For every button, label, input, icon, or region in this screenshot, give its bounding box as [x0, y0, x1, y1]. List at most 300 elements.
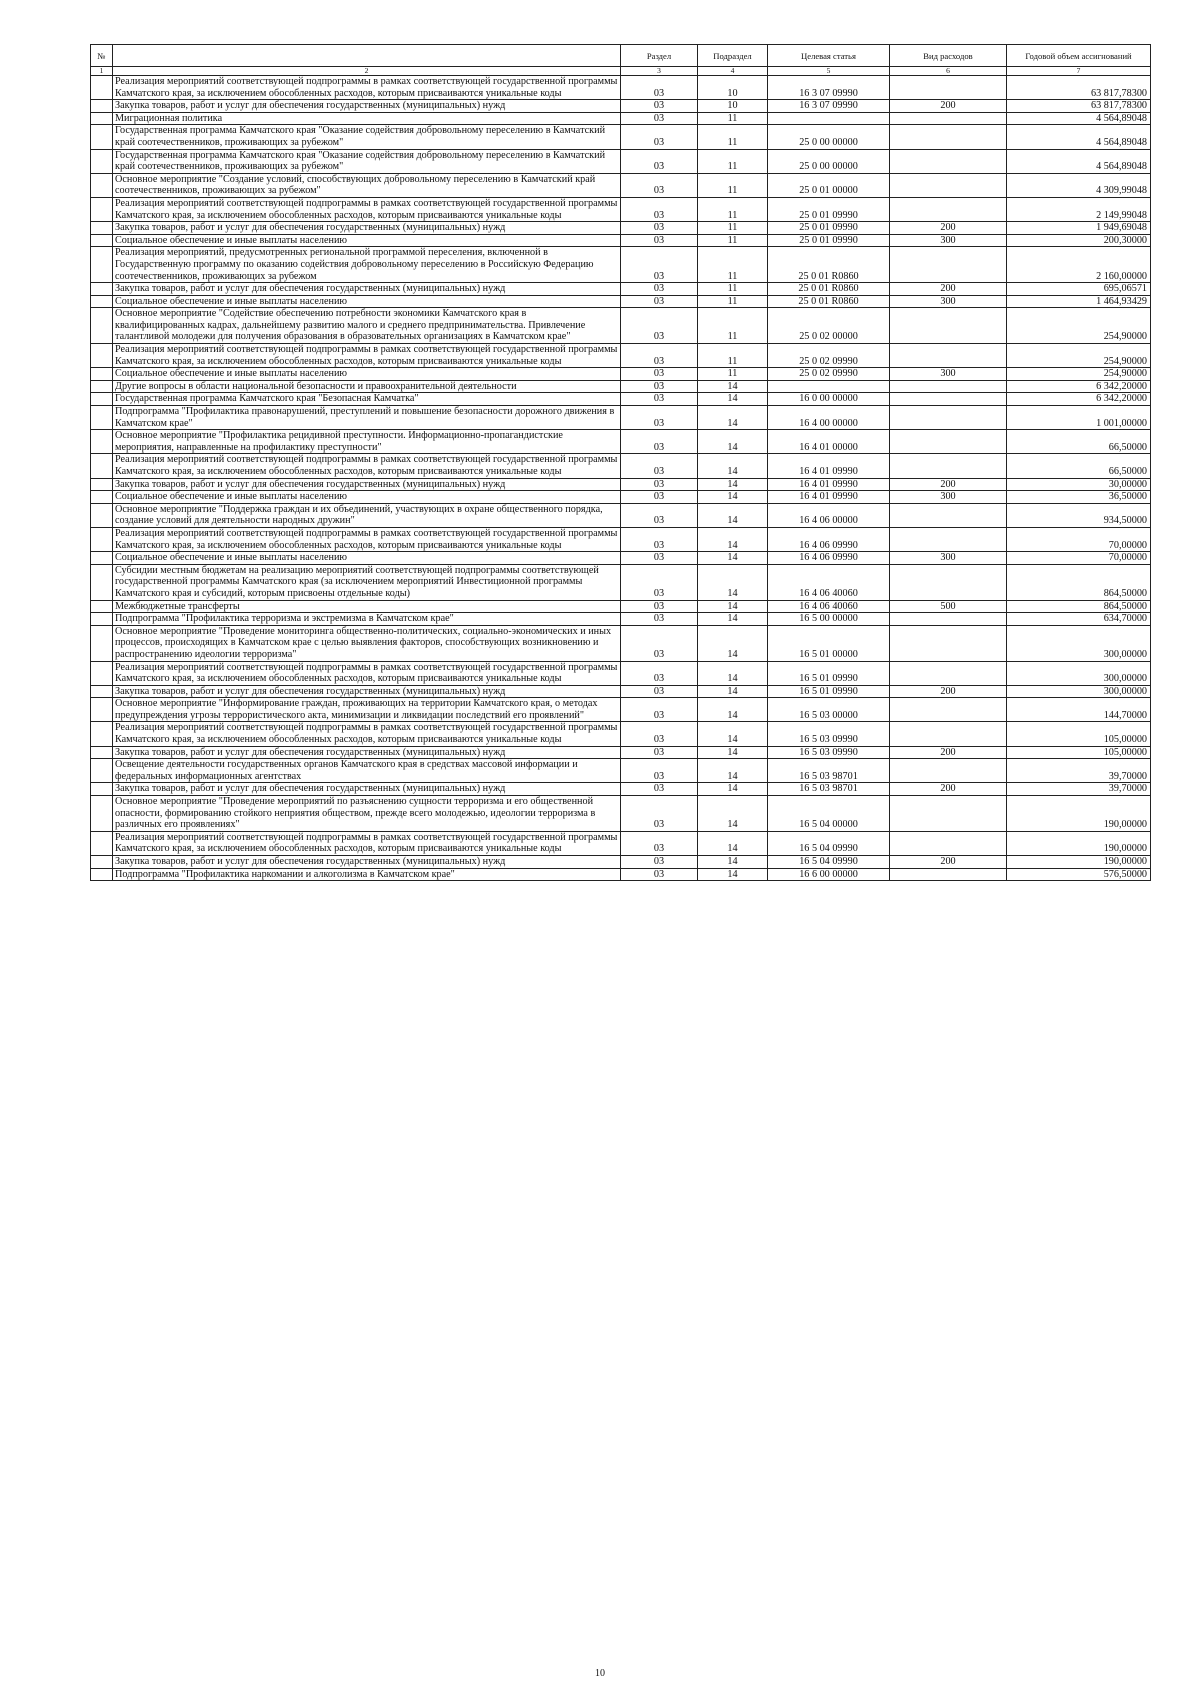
row-vid-cell: [890, 722, 1007, 746]
table-row: [91, 234, 1151, 247]
row-name-cell: Реализация мероприятий соответствующей подпрограммы в рамках соответствующей государственной программы Камчатского края, за исключением обособленных расходов, которым присваиваются уникальные коды: [113, 197, 621, 221]
row-number-cell: [91, 661, 113, 685]
row-podrazdel-cell: 14: [698, 759, 768, 783]
table-row: [91, 796, 1151, 832]
row-number-cell: [91, 173, 113, 197]
row-amount-cell: 634,70000: [1007, 613, 1151, 626]
header-name: [113, 45, 621, 67]
row-name-cell: Миграционная политика: [113, 112, 621, 125]
row-number-cell: [91, 698, 113, 722]
row-amount-cell: 70,00000: [1007, 552, 1151, 565]
row-target-cell: 16 5 01 09990: [768, 685, 890, 698]
row-amount-cell: 4 564,89048: [1007, 149, 1151, 173]
row-razdel-cell: 03: [621, 380, 698, 393]
row-amount-cell: 6 342,20000: [1007, 393, 1151, 406]
row-amount-cell: 300,00000: [1007, 625, 1151, 661]
row-name-cell: Межбюджетные трансферты: [113, 600, 621, 613]
row-amount-cell: 864,50000: [1007, 564, 1151, 600]
row-podrazdel-cell: 11: [698, 295, 768, 308]
row-amount-cell: 254,90000: [1007, 368, 1151, 381]
row-razdel-cell: 03: [621, 796, 698, 832]
row-razdel-cell: 03: [621, 125, 698, 149]
row-name-cell: Основное мероприятие "Поддержка граждан и их объединений, участвующих в охране общественного порядка, создание условий для деятельности народных дружин": [113, 503, 621, 527]
row-vid-cell: 300: [890, 491, 1007, 504]
row-amount-cell: 4 564,89048: [1007, 112, 1151, 125]
row-razdel-cell: 03: [621, 76, 698, 100]
row-target-cell: 16 5 03 00000: [768, 698, 890, 722]
row-podrazdel-cell: 11: [698, 197, 768, 221]
row-razdel-cell: 03: [621, 234, 698, 247]
row-vid-cell: [890, 406, 1007, 430]
row-razdel-cell: 03: [621, 600, 698, 613]
row-name-cell: Другие вопросы в области национальной безопасности и правоохранительной деятельности: [113, 380, 621, 393]
row-podrazdel-cell: 14: [698, 527, 768, 551]
row-target-cell: 16 4 00 00000: [768, 406, 890, 430]
row-razdel-cell: 03: [621, 295, 698, 308]
row-podrazdel-cell: 14: [698, 491, 768, 504]
row-target-cell: 16 5 01 00000: [768, 625, 890, 661]
row-razdel-cell: 03: [621, 247, 698, 283]
row-name-cell: Реализация мероприятий соответствующей подпрограммы в рамках соответствующей государственной программы Камчатского края, за исключением обособленных расходов, которым присваиваются уникальные коды: [113, 831, 621, 855]
table-row: [91, 698, 1151, 722]
table-row: [91, 478, 1151, 491]
row-target-cell: 16 0 00 00000: [768, 393, 890, 406]
row-amount-cell: 105,00000: [1007, 722, 1151, 746]
row-name-cell: Закупка товаров, работ и услуг для обеспечения государственных (муниципальных) нужд: [113, 222, 621, 235]
row-razdel-cell: 03: [621, 722, 698, 746]
header-number: №: [91, 45, 113, 67]
row-razdel-cell: 03: [621, 564, 698, 600]
row-vid-cell: [890, 613, 1007, 626]
row-razdel-cell: 03: [621, 625, 698, 661]
row-number-cell: [91, 491, 113, 504]
column-number: 5: [768, 67, 890, 76]
row-podrazdel-cell: 11: [698, 149, 768, 173]
table-row: [91, 527, 1151, 551]
table-row: [91, 625, 1151, 661]
table-row: [91, 380, 1151, 393]
row-name-cell: Закупка товаров, работ и услуг для обеспечения государственных (муниципальных) нужд: [113, 283, 621, 296]
row-razdel-cell: 03: [621, 149, 698, 173]
row-target-cell: 25 0 01 R0860: [768, 283, 890, 296]
row-podrazdel-cell: 14: [698, 698, 768, 722]
row-target-cell: 16 4 01 00000: [768, 430, 890, 454]
table-row: [91, 149, 1151, 173]
row-podrazdel-cell: 14: [698, 552, 768, 565]
row-number-cell: [91, 454, 113, 478]
row-amount-cell: 934,50000: [1007, 503, 1151, 527]
row-podrazdel-cell: 14: [698, 430, 768, 454]
header-razdel: Раздел: [621, 45, 698, 67]
row-name-cell: Основное мероприятие "Профилактика рецидивной преступности. Информационно-пропагандистские мероприятия, направленные на профилактику преступности": [113, 430, 621, 454]
row-podrazdel-cell: 14: [698, 564, 768, 600]
table-row: [91, 685, 1151, 698]
row-name-cell: Закупка товаров, работ и услуг для обеспечения государственных (муниципальных) нужд: [113, 783, 621, 796]
row-number-cell: [91, 222, 113, 235]
row-vid-cell: [890, 393, 1007, 406]
row-target-cell: 16 5 04 00000: [768, 796, 890, 832]
table-row: [91, 491, 1151, 504]
page-number: 10: [595, 1668, 605, 1679]
row-podrazdel-cell: 10: [698, 76, 768, 100]
row-amount-cell: 6 342,20000: [1007, 380, 1151, 393]
table-row: [91, 564, 1151, 600]
header-podrazdel: Подраздел: [698, 45, 768, 67]
row-name-cell: Государственная программа Камчатского края "Оказание содействия добровольному переселению в Камчатский край соотечественников, проживающих за рубежом": [113, 149, 621, 173]
row-podrazdel-cell: 11: [698, 283, 768, 296]
row-amount-cell: 4 309,99048: [1007, 173, 1151, 197]
row-target-cell: 25 0 00 00000: [768, 149, 890, 173]
row-number-cell: [91, 564, 113, 600]
row-name-cell: Реализация мероприятий соответствующей подпрограммы в рамках соответствующей государственной программы Камчатского края, за исключением обособленных расходов, которым присваиваются уникальные коды: [113, 661, 621, 685]
row-name-cell: Основное мероприятие "Проведение мониторинга общественно-политических, социально-экономических и иных процессов, происходящих в Камчатском крае с целью выявления факторов, способствующих возникновению и распространению идеологии терроризма": [113, 625, 621, 661]
row-target-cell: 25 0 01 R0860: [768, 295, 890, 308]
row-target-cell: 25 0 01 09990: [768, 197, 890, 221]
row-podrazdel-cell: 14: [698, 503, 768, 527]
row-amount-cell: 864,50000: [1007, 600, 1151, 613]
table-row: [91, 308, 1151, 344]
row-target-cell: 16 3 07 09990: [768, 100, 890, 113]
row-podrazdel-cell: 11: [698, 344, 768, 368]
row-target-cell: 16 4 06 40060: [768, 600, 890, 613]
row-number-cell: [91, 283, 113, 296]
row-vid-cell: 200: [890, 478, 1007, 491]
row-vid-cell: [890, 149, 1007, 173]
row-number-cell: [91, 344, 113, 368]
row-number-cell: [91, 112, 113, 125]
row-vid-cell: 200: [890, 222, 1007, 235]
row-vid-cell: 300: [890, 552, 1007, 565]
table-row: [91, 247, 1151, 283]
budget-table: [90, 44, 1151, 881]
row-target-cell: 16 5 04 09990: [768, 831, 890, 855]
row-amount-cell: 190,00000: [1007, 831, 1151, 855]
row-name-cell: Подпрограмма "Профилактика терроризма и экстремизма в Камчатском крае": [113, 613, 621, 626]
row-podrazdel-cell: 14: [698, 454, 768, 478]
column-number: 1: [91, 67, 113, 76]
row-razdel-cell: 03: [621, 478, 698, 491]
table-row: [91, 759, 1151, 783]
row-amount-cell: 2 149,99048: [1007, 197, 1151, 221]
row-vid-cell: 500: [890, 600, 1007, 613]
table-row: [91, 393, 1151, 406]
table-row: [91, 197, 1151, 221]
column-number: 4: [698, 67, 768, 76]
row-vid-cell: 200: [890, 856, 1007, 869]
row-vid-cell: [890, 430, 1007, 454]
row-number-cell: [91, 796, 113, 832]
row-number-cell: [91, 125, 113, 149]
row-number-cell: [91, 722, 113, 746]
row-name-cell: Освещение деятельности государственных органов Камчатского края в средствах массовой информации и федеральных информационных агентствах: [113, 759, 621, 783]
row-razdel-cell: 03: [621, 283, 698, 296]
row-number-cell: [91, 478, 113, 491]
row-vid-cell: [890, 503, 1007, 527]
row-name-cell: Закупка товаров, работ и услуг для обеспечения государственных (муниципальных) нужд: [113, 478, 621, 491]
table-row: [91, 831, 1151, 855]
row-razdel-cell: 03: [621, 698, 698, 722]
row-vid-cell: [890, 112, 1007, 125]
table-row: [91, 173, 1151, 197]
row-name-cell: Реализация мероприятий соответствующей подпрограммы в рамках соответствующей государственной программы Камчатского края, за исключением обособленных расходов, которым присваиваются уникальные коды: [113, 527, 621, 551]
row-podrazdel-cell: 11: [698, 125, 768, 149]
row-target-cell: 16 5 00 00000: [768, 613, 890, 626]
row-amount-cell: 695,06571: [1007, 283, 1151, 296]
row-name-cell: Государственная программа Камчатского края "Оказание содействия добровольному переселению в Камчатский край соотечественников, проживающих за рубежом": [113, 125, 621, 149]
row-razdel-cell: 03: [621, 430, 698, 454]
row-name-cell: Социальное обеспечение и иные выплаты населению: [113, 295, 621, 308]
row-number-cell: [91, 613, 113, 626]
row-podrazdel-cell: 10: [698, 100, 768, 113]
row-number-cell: [91, 197, 113, 221]
row-number-cell: [91, 625, 113, 661]
row-podrazdel-cell: 14: [698, 613, 768, 626]
row-vid-cell: [890, 247, 1007, 283]
row-name-cell: Основное мероприятие "Информирование граждан, проживающих на территории Камчатского края, о методах предупреждения угрозы террористического акта, минимизации и ликвидации последствий его проявлений": [113, 698, 621, 722]
row-amount-cell: 4 564,89048: [1007, 125, 1151, 149]
row-amount-cell: 576,50000: [1007, 868, 1151, 881]
row-vid-cell: [890, 344, 1007, 368]
row-number-cell: [91, 308, 113, 344]
row-number-cell: [91, 503, 113, 527]
row-razdel-cell: 03: [621, 406, 698, 430]
row-podrazdel-cell: 14: [698, 856, 768, 869]
row-razdel-cell: 03: [621, 222, 698, 235]
row-vid-cell: [890, 698, 1007, 722]
row-amount-cell: 66,50000: [1007, 454, 1151, 478]
row-amount-cell: 30,00000: [1007, 478, 1151, 491]
row-target-cell: 25 0 02 09990: [768, 344, 890, 368]
row-amount-cell: 2 160,00000: [1007, 247, 1151, 283]
row-name-cell: Реализация мероприятий соответствующей подпрограммы в рамках соответствующей государственной программы Камчатского края, за исключением обособленных расходов, которым присваиваются уникальные коды: [113, 454, 621, 478]
row-razdel-cell: 03: [621, 613, 698, 626]
row-podrazdel-cell: 11: [698, 308, 768, 344]
header-expense-type: Вид расходов: [890, 45, 1007, 67]
table-row: [91, 856, 1151, 869]
row-razdel-cell: 03: [621, 552, 698, 565]
table-row: [91, 222, 1151, 235]
row-podrazdel-cell: 14: [698, 796, 768, 832]
table-row: [91, 868, 1151, 881]
row-name-cell: Подпрограмма "Профилактика наркомании и алкоголизма в Камчатском крае": [113, 868, 621, 881]
column-number: 2: [113, 67, 621, 76]
row-vid-cell: [890, 308, 1007, 344]
row-amount-cell: 105,00000: [1007, 746, 1151, 759]
row-razdel-cell: 03: [621, 831, 698, 855]
row-target-cell: 16 4 01 09990: [768, 478, 890, 491]
row-number-cell: [91, 600, 113, 613]
row-name-cell: Закупка товаров, работ и услуг для обеспечения государственных (муниципальных) нужд: [113, 685, 621, 698]
table-row: [91, 125, 1151, 149]
row-target-cell: 16 4 01 09990: [768, 454, 890, 478]
table-row: [91, 454, 1151, 478]
row-name-cell: Социальное обеспечение и иные выплаты населению: [113, 234, 621, 247]
row-amount-cell: 36,50000: [1007, 491, 1151, 504]
row-amount-cell: 70,00000: [1007, 527, 1151, 551]
table-row: [91, 430, 1151, 454]
row-amount-cell: 300,00000: [1007, 685, 1151, 698]
row-name-cell: Подпрограмма "Профилактика правонарушений, преступлений и повышение безопасности дорожного движения в Камчатском крае": [113, 406, 621, 430]
row-amount-cell: 63 817,78300: [1007, 100, 1151, 113]
row-razdel-cell: 03: [621, 868, 698, 881]
row-number-cell: [91, 76, 113, 100]
row-name-cell: Субсидии местным бюджетам на реализацию мероприятий соответствующей подпрограммы соответствующей государственной программы Камчатского края (за исключением мероприятий Инвестиционной программы Камчатского края и субсидий, которым присвоены отдельные коды): [113, 564, 621, 600]
row-amount-cell: 254,90000: [1007, 308, 1151, 344]
row-vid-cell: [890, 831, 1007, 855]
row-razdel-cell: 03: [621, 527, 698, 551]
row-razdel-cell: 03: [621, 100, 698, 113]
row-vid-cell: 200: [890, 283, 1007, 296]
row-razdel-cell: 03: [621, 783, 698, 796]
row-target-cell: 16 5 03 09990: [768, 746, 890, 759]
row-target-cell: 16 4 06 09990: [768, 552, 890, 565]
row-number-cell: [91, 685, 113, 698]
table-row: [91, 100, 1151, 113]
row-number-cell: [91, 380, 113, 393]
row-name-cell: Социальное обеспечение и иные выплаты населению: [113, 491, 621, 504]
row-vid-cell: [890, 197, 1007, 221]
row-podrazdel-cell: 14: [698, 661, 768, 685]
row-razdel-cell: 03: [621, 661, 698, 685]
row-name-cell: Государственная программа Камчатского края "Безопасная Камчатка": [113, 393, 621, 406]
row-podrazdel-cell: 14: [698, 393, 768, 406]
row-target-cell: 16 4 01 09990: [768, 491, 890, 504]
row-razdel-cell: 03: [621, 112, 698, 125]
row-vid-cell: [890, 173, 1007, 197]
row-name-cell: Реализация мероприятий соответствующей подпрограммы в рамках соответствующей государственной программы Камчатского края, за исключением обособленных расходов, которым присваиваются уникальные коды: [113, 76, 621, 100]
row-vid-cell: [890, 661, 1007, 685]
row-name-cell: Реализация мероприятий соответствующей подпрограммы в рамках соответствующей государственной программы Камчатского края, за исключением обособленных расходов, которым присваиваются уникальные коды: [113, 344, 621, 368]
row-amount-cell: 300,00000: [1007, 661, 1151, 685]
header-target-article: Целевая статья: [768, 45, 890, 67]
row-vid-cell: [890, 380, 1007, 393]
row-amount-cell: 190,00000: [1007, 856, 1151, 869]
row-vid-cell: [890, 125, 1007, 149]
row-podrazdel-cell: 14: [698, 478, 768, 491]
row-target-cell: 16 4 06 09990: [768, 527, 890, 551]
table-row: [91, 368, 1151, 381]
row-vid-cell: [890, 454, 1007, 478]
row-number-cell: [91, 783, 113, 796]
row-amount-cell: 1 464,93429: [1007, 295, 1151, 308]
row-number-cell: [91, 393, 113, 406]
row-amount-cell: 66,50000: [1007, 430, 1151, 454]
row-vid-cell: [890, 759, 1007, 783]
row-target-cell: 16 3 07 09990: [768, 76, 890, 100]
row-name-cell: Социальное обеспечение и иные выплаты населению: [113, 368, 621, 381]
row-vid-cell: 300: [890, 295, 1007, 308]
row-vid-cell: 200: [890, 746, 1007, 759]
row-target-cell: 25 0 02 00000: [768, 308, 890, 344]
row-amount-cell: 144,70000: [1007, 698, 1151, 722]
header-row: [91, 45, 1151, 67]
row-target-cell: 25 0 01 09990: [768, 234, 890, 247]
row-podrazdel-cell: 11: [698, 234, 768, 247]
row-target-cell: 16 6 00 00000: [768, 868, 890, 881]
row-target-cell: 16 5 03 98701: [768, 759, 890, 783]
table-row: [91, 406, 1151, 430]
row-razdel-cell: 03: [621, 173, 698, 197]
row-target-cell: [768, 112, 890, 125]
row-podrazdel-cell: 14: [698, 746, 768, 759]
row-razdel-cell: 03: [621, 503, 698, 527]
row-podrazdel-cell: 14: [698, 831, 768, 855]
row-amount-cell: 39,70000: [1007, 783, 1151, 796]
table-row: [91, 503, 1151, 527]
row-vid-cell: [890, 76, 1007, 100]
row-amount-cell: 200,30000: [1007, 234, 1151, 247]
table-row: [91, 722, 1151, 746]
row-number-cell: [91, 100, 113, 113]
row-razdel-cell: 03: [621, 393, 698, 406]
row-number-cell: [91, 831, 113, 855]
table-row: [91, 746, 1151, 759]
column-number: 7: [1007, 67, 1151, 76]
row-name-cell: Основное мероприятие "Проведение мероприятий по разъяснению сущности терроризма и его общественной опасности, формированию стойкого неприятия обществом, прежде всего молодежью, идеологии терроризма в различных его проявлениях": [113, 796, 621, 832]
row-target-cell: 16 4 06 00000: [768, 503, 890, 527]
row-number-cell: [91, 868, 113, 881]
row-target-cell: 25 0 02 09990: [768, 368, 890, 381]
row-name-cell: Основное мероприятие "Создание условий, способствующих добровольному переселению в Камчатский край соотечественников, проживающих за рубежом": [113, 173, 621, 197]
row-amount-cell: 1 001,00000: [1007, 406, 1151, 430]
row-razdel-cell: 03: [621, 454, 698, 478]
row-podrazdel-cell: 14: [698, 380, 768, 393]
row-target-cell: 16 5 01 09990: [768, 661, 890, 685]
table-row: [91, 552, 1151, 565]
row-name-cell: Основное мероприятие "Содействие обеспечению потребности экономики Камчатского края в квалифицированных кадрах, дальнейшему развитию малого и среднего предпринимательства. Привлечение талантливой молодежи для получения образования в образовательных организациях в Камчатском крае": [113, 308, 621, 344]
column-number-row: [91, 67, 1151, 76]
row-podrazdel-cell: 14: [698, 406, 768, 430]
row-vid-cell: [890, 868, 1007, 881]
row-razdel-cell: 03: [621, 685, 698, 698]
table-row: [91, 283, 1151, 296]
row-vid-cell: 200: [890, 100, 1007, 113]
table-row: [91, 112, 1151, 125]
row-amount-cell: 63 817,78300: [1007, 76, 1151, 100]
table-row: [91, 661, 1151, 685]
row-name-cell: Реализация мероприятий соответствующей подпрограммы в рамках соответствующей государственной программы Камчатского края, за исключением обособленных расходов, которым присваиваются уникальные коды: [113, 722, 621, 746]
row-target-cell: 25 0 01 00000: [768, 173, 890, 197]
row-number-cell: [91, 430, 113, 454]
table-row: [91, 76, 1151, 100]
row-podrazdel-cell: 11: [698, 247, 768, 283]
row-podrazdel-cell: 11: [698, 112, 768, 125]
row-number-cell: [91, 149, 113, 173]
row-number-cell: [91, 247, 113, 283]
row-target-cell: 25 0 01 09990: [768, 222, 890, 235]
row-number-cell: [91, 368, 113, 381]
row-number-cell: [91, 527, 113, 551]
row-name-cell: Закупка товаров, работ и услуг для обеспечения государственных (муниципальных) нужд: [113, 856, 621, 869]
table-row: [91, 783, 1151, 796]
table-row: [91, 600, 1151, 613]
row-vid-cell: [890, 796, 1007, 832]
row-number-cell: [91, 856, 113, 869]
column-number: 3: [621, 67, 698, 76]
row-podrazdel-cell: 11: [698, 368, 768, 381]
row-vid-cell: 200: [890, 783, 1007, 796]
table-body: [91, 76, 1151, 881]
row-podrazdel-cell: 14: [698, 722, 768, 746]
row-amount-cell: 1 949,69048: [1007, 222, 1151, 235]
row-name-cell: Закупка товаров, работ и услуг для обеспечения государственных (муниципальных) нужд: [113, 746, 621, 759]
row-number-cell: [91, 552, 113, 565]
row-podrazdel-cell: 11: [698, 173, 768, 197]
row-name-cell: Закупка товаров, работ и услуг для обеспечения государственных (муниципальных) нужд: [113, 100, 621, 113]
row-vid-cell: 300: [890, 234, 1007, 247]
row-target-cell: [768, 380, 890, 393]
row-podrazdel-cell: 14: [698, 625, 768, 661]
